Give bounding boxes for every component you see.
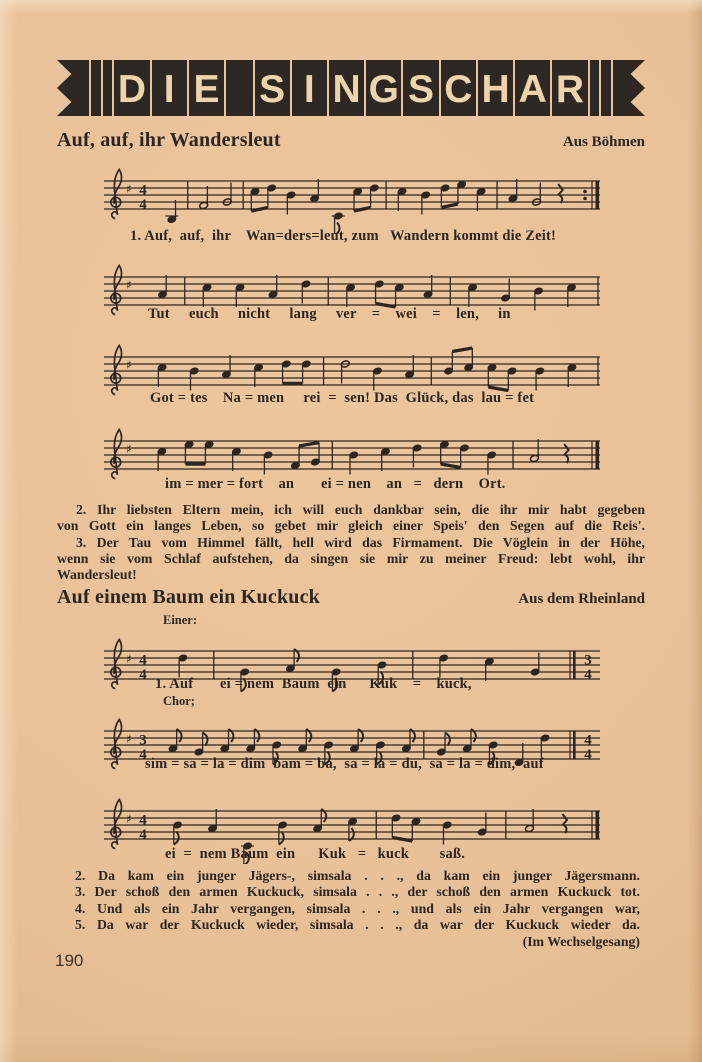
- svg-text:♯: ♯: [126, 442, 132, 456]
- song1-title: Auf, auf, ihr Wandersleut: [57, 129, 281, 151]
- svg-text:♯: ♯: [126, 812, 132, 826]
- voice-label-einer: Einer:: [163, 613, 198, 627]
- banner-letter: I: [292, 60, 327, 116]
- lyrics-line-2: Tut euch nicht lang ver = wei = len, in: [148, 306, 511, 322]
- verse-line: wenn sie vom Schlaf aufstehen, da singen sie mir zu meiner Freud: lebt wohl, ihr: [57, 550, 645, 566]
- banner-cells: [91, 60, 611, 116]
- title-banner: [57, 60, 645, 116]
- verse-line: 5. Da war der Kuckuck wieder, simsala . . ., da war der Kuckuck wieder da.: [75, 916, 640, 932]
- banner-letter: E: [189, 60, 224, 116]
- banner-block: [91, 60, 101, 116]
- song2-header: [57, 586, 645, 609]
- banner-block: [226, 60, 252, 116]
- svg-text:4: 4: [139, 826, 147, 843]
- verse-line: 3. Der schoß den armen Kuckuck, simsala . . ., der schoß den armen Kuckuck tot.: [75, 884, 640, 900]
- svg-text:♯: ♯: [126, 278, 132, 292]
- banner-left-ribbon-end: [57, 60, 89, 116]
- svg-text:4: 4: [139, 182, 147, 199]
- banner-letter: S: [255, 60, 290, 116]
- banner-letter: R: [552, 60, 587, 116]
- banner-letter: G: [366, 60, 401, 116]
- svg-text:♯: ♯: [126, 652, 132, 666]
- song1-verses: [57, 502, 645, 583]
- verse-line: 4. Und als ein Jahr vergangen, simsala . . ., und als ein Jahr vergangen war,: [75, 900, 640, 916]
- verse-line: von Gott ein langes Leben, so gebet mir gleich einer Speis' den Segen auf die Reis'.: [57, 518, 645, 534]
- banner-letter: D: [114, 60, 149, 116]
- lyrics-line-4: im = mer = fort an ei = nen an = dern Ort.: [165, 476, 506, 492]
- banner-letter: S: [403, 60, 438, 116]
- svg-text:4: 4: [139, 666, 147, 683]
- banner-right-ribbon-end: [613, 60, 645, 116]
- svg-text:4: 4: [584, 732, 592, 749]
- verse-line: 2. Ihr liebsten Eltern mein, ich will euch dankbar sein, die ihr mir habt gegeben: [76, 502, 645, 517]
- song1-header: [57, 129, 645, 152]
- svg-text:4: 4: [584, 746, 592, 763]
- song2-title: Auf einem Baum ein Kuckuck: [57, 586, 321, 608]
- song1-origin: Aus Böhmen: [562, 134, 645, 150]
- verse-line: 2. Da kam ein junger Jägers-, simsala . . ., da kam ein junger Jägersmann.: [75, 868, 640, 883]
- svg-text:♯: ♯: [126, 182, 132, 196]
- music-staff-1: [100, 156, 602, 234]
- lyrics-line-5: 1. Auf ei = nem Baum ein Kuk = kuck,: [155, 676, 472, 692]
- voice-label-chor: Chor;: [163, 694, 195, 708]
- svg-text:♯: ♯: [126, 732, 132, 746]
- verse-line: 3. Der Tau vom Himmel fällt, hell wird das Firmament. Die Vöglein in der Höhe,: [76, 534, 645, 550]
- banner-block: [103, 60, 113, 116]
- lyrics-line-6: sim = sa = la = dim bam = ba, sa = la = du, sa = la = dim, auf: [145, 756, 544, 772]
- page-number: 190: [55, 951, 84, 970]
- svg-text:4: 4: [139, 812, 147, 829]
- banner-letter: A: [515, 60, 550, 116]
- banner-letter: H: [478, 60, 513, 116]
- svg-text:3: 3: [139, 732, 147, 749]
- banner-block: [601, 60, 611, 116]
- svg-text:4: 4: [139, 196, 147, 213]
- svg-text:3: 3: [584, 652, 592, 669]
- banner-letter: N: [329, 60, 364, 116]
- lyrics-line-1: 1. Auf, auf, ihr Wan=ders=leut, zum Wandern kommt die Zeit!: [130, 228, 557, 244]
- svg-text:4: 4: [139, 746, 147, 763]
- lyrics-line-7: ei = nem Baum ein Kuk = kuck saß.: [165, 846, 466, 862]
- svg-text:4: 4: [139, 652, 147, 669]
- lyrics-line-3: Got = tes Na = men rei = sen! Das Glück, das lau = fet: [150, 390, 535, 406]
- song2-verses: [75, 868, 640, 950]
- banner-letter: C: [441, 60, 476, 116]
- svg-text:♯: ♯: [126, 358, 132, 372]
- banner-block: [590, 60, 600, 116]
- performance-note: (Im Wechselgesang): [522, 934, 640, 950]
- banner-letter: I: [152, 60, 187, 116]
- verse-line: Wandersleut!: [57, 567, 137, 583]
- svg-text:4: 4: [584, 666, 592, 683]
- song2-origin: Aus dem Rheinland: [518, 591, 645, 607]
